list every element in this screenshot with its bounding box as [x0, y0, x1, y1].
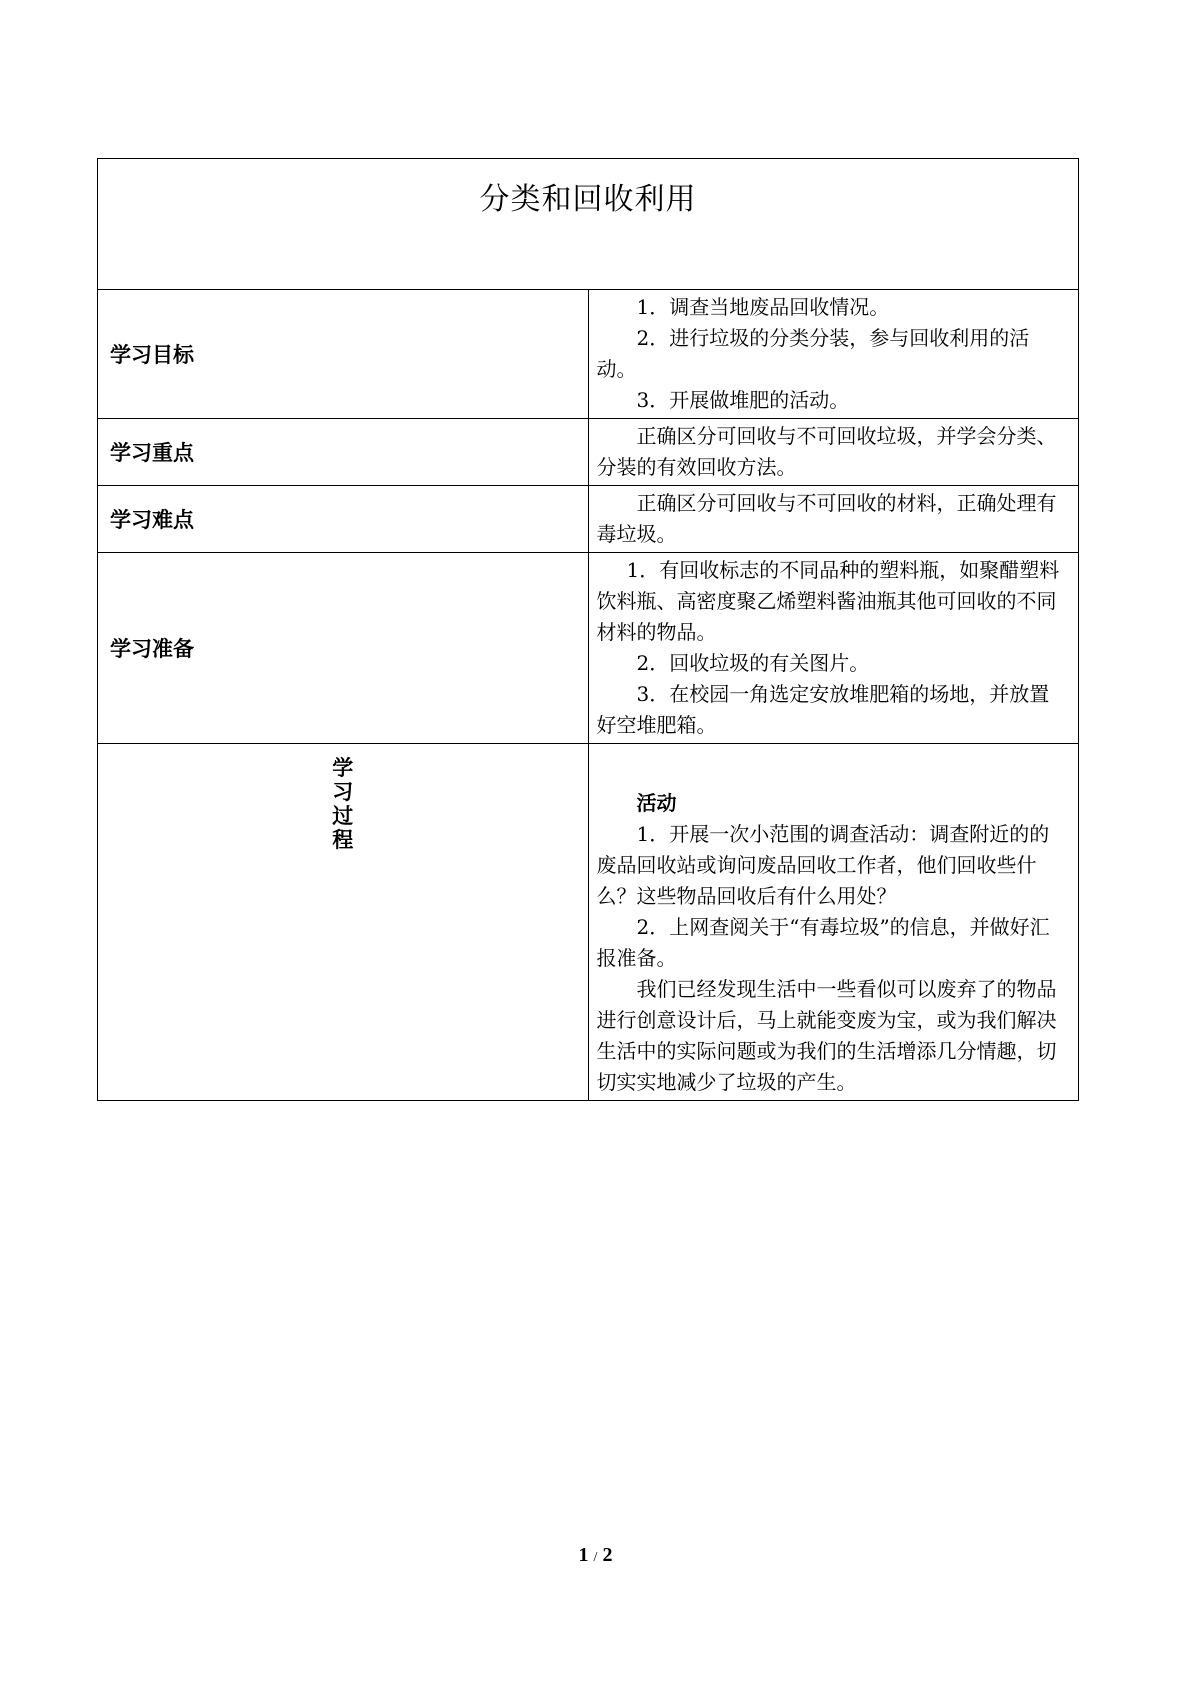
- process-label: [98, 744, 589, 1101]
- process-label-char: 程: [332, 828, 354, 852]
- difficulty-content: [588, 486, 1079, 553]
- focus-content: [588, 419, 1079, 486]
- lesson-plan-table: [97, 158, 1079, 1101]
- preparation-content: [588, 553, 1079, 744]
- title-row: [98, 159, 1079, 290]
- focus-text: 正确区分可回收与不可回收垃圾，并学会分类、分装的有效回收方法。: [596, 424, 1057, 479]
- process-content: [588, 744, 1079, 1101]
- focus-label: 学习重点: [98, 419, 589, 486]
- page-separator: /: [593, 1550, 598, 1565]
- process-paragraph: 我们已经发现生活中一些看似可以废弃了的物品进行创意设计后，马上就能变废为宝，或为我们解决生活中的实际问题或为我们的生活增添几分情趣，切切实实地减少了垃圾的产生。: [596, 977, 1057, 1094]
- page-title: 分类和回收利用: [479, 182, 697, 217]
- page-total: 2: [602, 1544, 613, 1566]
- goals-label: 学习目标: [98, 290, 589, 419]
- difficulty-row: [98, 486, 1079, 553]
- process-row: [98, 744, 1079, 1101]
- page-current: 1: [578, 1544, 589, 1566]
- process-label-char: 过: [332, 804, 354, 828]
- goals-content: [588, 290, 1079, 419]
- preparation-item: 2．回收垃圾的有关图片。: [636, 651, 870, 675]
- goal-item: 1．调查当地废品回收情况。: [636, 295, 890, 319]
- focus-row: [98, 419, 1079, 486]
- process-item: 2．上网查阅关于“有毒垃圾”的信息，并做好汇报准备。: [596, 915, 1050, 970]
- process-label-char: 习: [332, 780, 354, 804]
- preparation-label: 学习准备: [98, 553, 589, 744]
- preparation-row: [98, 553, 1079, 744]
- difficulty-text: 正确区分可回收与不可回收的材料，正确处理有毒垃圾。: [596, 491, 1057, 546]
- preparation-item: 1．有回收标志的不同品种的塑料瓶，如聚醋塑料饮料瓶、高密度聚乙烯塑料酱油瓶其他可回收的不同材料的物品。: [596, 558, 1060, 644]
- goal-item: 2．进行垃圾的分类分装，参与回收利用的活动。: [596, 326, 1030, 381]
- page-number: [0, 1544, 1191, 1567]
- goal-item: 3．开展做堆肥的活动。: [636, 388, 850, 412]
- preparation-item: 3．在校园一角选定安放堆肥箱的场地，并放置好空堆肥箱。: [596, 682, 1050, 737]
- activity-heading: 活动: [636, 791, 677, 815]
- process-label-char: 学: [332, 756, 354, 780]
- process-item: 1．开展一次小范围的调查活动：调查附近的的废品回收站或询问废品回收工作者，他们回收些什么？这些物品回收后有什么用处？: [596, 822, 1050, 908]
- goals-row: [98, 290, 1079, 419]
- difficulty-label: 学习难点: [98, 486, 589, 553]
